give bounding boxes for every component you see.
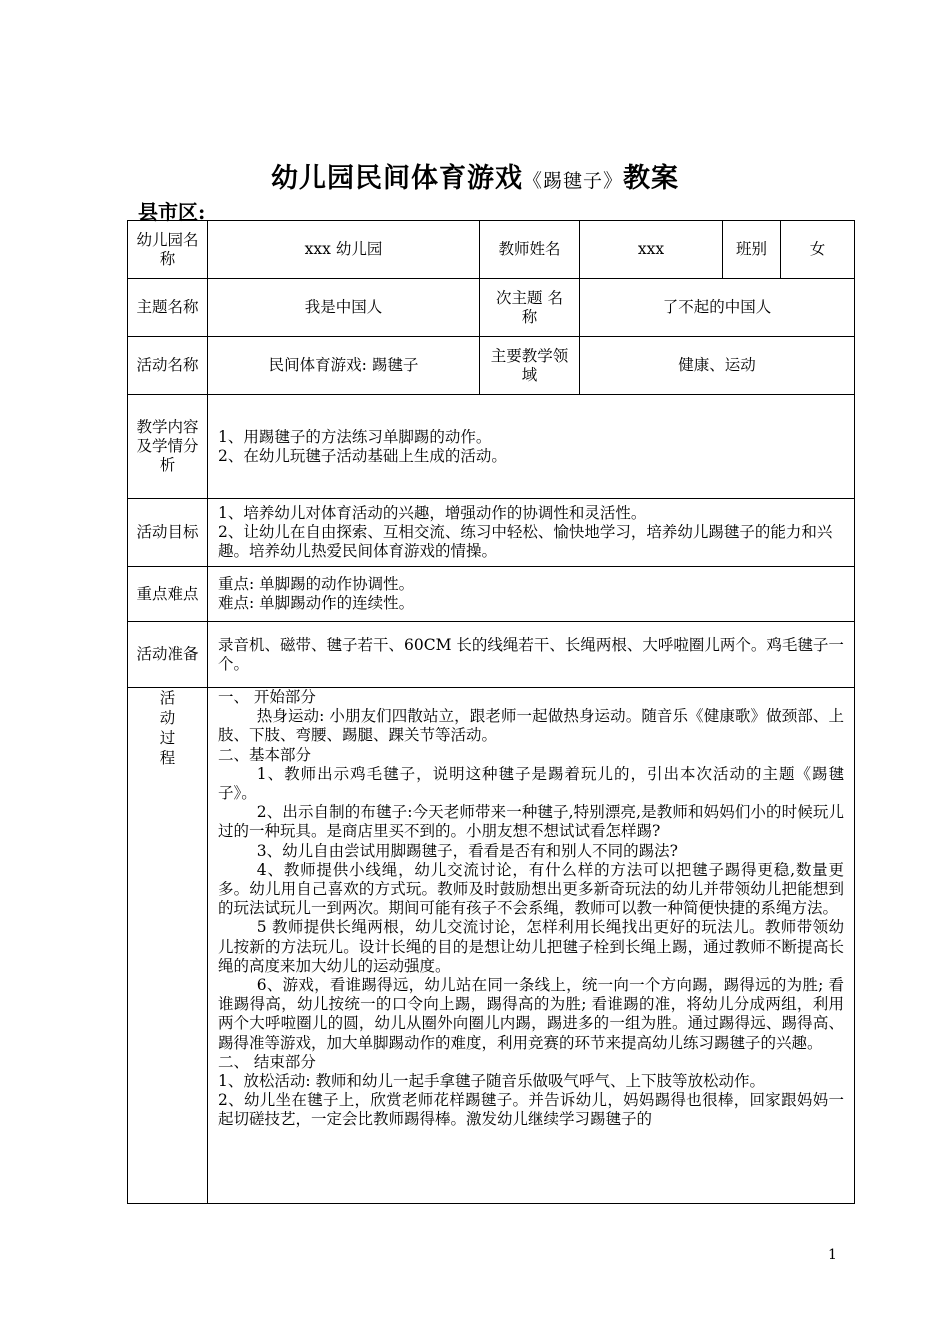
lesson-plan-table <box>127 220 855 1204</box>
process-paragraph: 4、教师提供小线绳，幼儿交流讨论，有什么样的方法可以把毽子踢得更稳,数量更多。幼儿用自己喜欢的方式玩。教师及时鼓励想出更多新奇玩法的幼儿并带领幼儿把能想到的玩法试玩儿一到两次。期间可能有孩子不会系绳，教师可以教一种简便快捷的系绳方法。 <box>218 860 844 918</box>
class-value: 女 <box>781 221 855 279</box>
kindergarten-label: 幼儿园名称 <box>128 221 208 279</box>
title-main: 幼儿园民间体育游戏 <box>270 163 523 194</box>
process-paragraph: 1、放松活动: 教师和幼儿一起手拿毽子随音乐做吸气呼气、上下肢等放松动作。 <box>218 1072 766 1091</box>
row-kindergarten <box>128 221 855 279</box>
analysis-line: 1、用踢毽子的方法练习单脚踢的动作。 <box>218 427 492 446</box>
process-paragraph: 5 教师提供长绳两根，幼儿交流讨论，怎样利用长绳找出更好的玩法儿。教师带领幼儿按新的方法玩儿。设计长绳的目的是想让幼儿把毽子栓到长绳上踢，通过教师不断提高长绳的高度来加大幼儿的运动强度。 <box>218 918 844 975</box>
district-label: 县市区: <box>138 200 206 224</box>
subtheme-value: 了不起的中国人 <box>580 279 855 337</box>
process-paragraph: 2、出示自制的布毽子:今天老师带来一种毽子,特别漂亮,是教师和妈妈们小的时候玩儿过的一种玩具。是商店里买不到的。小朋友想不想试试看怎样踢? <box>218 803 844 841</box>
process-content <box>208 688 855 1204</box>
theme-value: 我是中国人 <box>208 279 480 337</box>
title-sub: 《踢毽子》 <box>522 170 623 192</box>
prep-text: 录音机、磁带、毽子若干、60CM 长的线绳若干、长绳两根、大呼啦圈儿两个。鸡毛毽子一个。 <box>218 635 844 673</box>
class-label: 班别 <box>723 221 781 279</box>
goals-label: 活动目标 <box>128 499 208 567</box>
process-label-cell <box>128 688 208 1204</box>
prep-label: 活动准备 <box>128 622 208 688</box>
domain-label: 主要教学领域 <box>480 337 580 395</box>
process-section-heading: 一、 开始部分 <box>218 688 316 706</box>
kindergarten-value: xxx 幼儿园 <box>208 221 480 279</box>
analysis-line: 2、在幼儿玩毽子活动基础上生成的活动。 <box>218 446 507 465</box>
row-process <box>128 688 855 1204</box>
process-paragraph: 热身运动: 小朋友们四散站立，跟老师一起做热身运动。随音乐《健康歌》做颈部、上肢、下肢、弯腰、踢腿、踝关节等活动。 <box>218 707 844 745</box>
page-number: 1 <box>828 1247 837 1263</box>
focus-label: 重点难点 <box>128 567 208 622</box>
focus-line: 难点: 单脚踢动作的连续性。 <box>218 594 415 612</box>
document-title <box>0 156 950 195</box>
row-activity <box>128 337 855 395</box>
process-paragraph: 2、幼儿坐在毽子上，欣赏老师花样踢毽子。并告诉幼儿，妈妈踢得也很棒，回家跟妈妈一起切磋技艺，一定会比教师踢得棒。激发幼儿继续学习踢毽子的 <box>218 1091 844 1129</box>
teacher-label: 教师姓名 <box>480 221 580 279</box>
row-analysis <box>128 395 855 499</box>
process-paragraph: 1、教师出示鸡毛毽子，说明这种毽子是踢着玩儿的，引出本次活动的主题《踢毽子》。 <box>218 764 844 803</box>
activity-value: 民间体育游戏: 踢毽子 <box>208 337 480 395</box>
process-paragraph: 6、游戏，看谁踢得远，幼儿站在同一条线上，统一向一个方向踢，踢得远的为胜; 看谁踢得高，幼儿按统一的口令向上踢，踢得高的为胜; 看谁踢的准，将幼儿分成两组，利用两个大呼啦圈儿的圆，幼儿从圈外向圈儿内踢，踢进多的一组为胜。通过踢得远、踢得高、踢得准等游戏，加大单脚踢动作的难度，利用竞赛的环节来提高幼儿练习踢毽子的兴趣。 <box>218 976 844 1052</box>
focus-line: 重点: 单脚踢的动作协调性。 <box>218 575 415 593</box>
row-focus <box>128 567 855 622</box>
goals-line: 1、培养幼儿对体育活动的兴趣，增强动作的协调性和灵活性。 <box>218 504 647 522</box>
goals-content <box>208 499 855 567</box>
analysis-label: 教学内容及学情分析 <box>128 395 208 499</box>
row-theme <box>128 279 855 337</box>
process-section-heading: 二、 结束部分 <box>218 1052 316 1071</box>
prep-content <box>208 622 855 688</box>
row-prep <box>128 622 855 688</box>
row-goals <box>128 499 855 567</box>
theme-label: 主题名称 <box>128 279 208 337</box>
analysis-content <box>208 395 855 499</box>
goals-line: 2、让幼儿在自由探索、互相交流、练习中轻松、愉快地学习，培养幼儿踢毽子的能力和兴趣。培养幼儿热爱民间体育游戏的情操。 <box>218 523 833 560</box>
domain-value: 健康、运动 <box>580 337 855 395</box>
process-label: 活动过程 <box>159 689 176 767</box>
process-paragraph: 3、幼儿自由尝试用脚踢毽子，看看是否有和别人不同的踢法? <box>256 841 678 860</box>
subtheme-label: 次主题 名 称 <box>480 279 580 337</box>
title-end: 教案 <box>623 163 679 194</box>
focus-content <box>208 567 855 622</box>
activity-label: 活动名称 <box>128 337 208 395</box>
process-section-heading: 二、基本部分 <box>218 745 312 764</box>
teacher-value: xxx <box>580 221 723 279</box>
